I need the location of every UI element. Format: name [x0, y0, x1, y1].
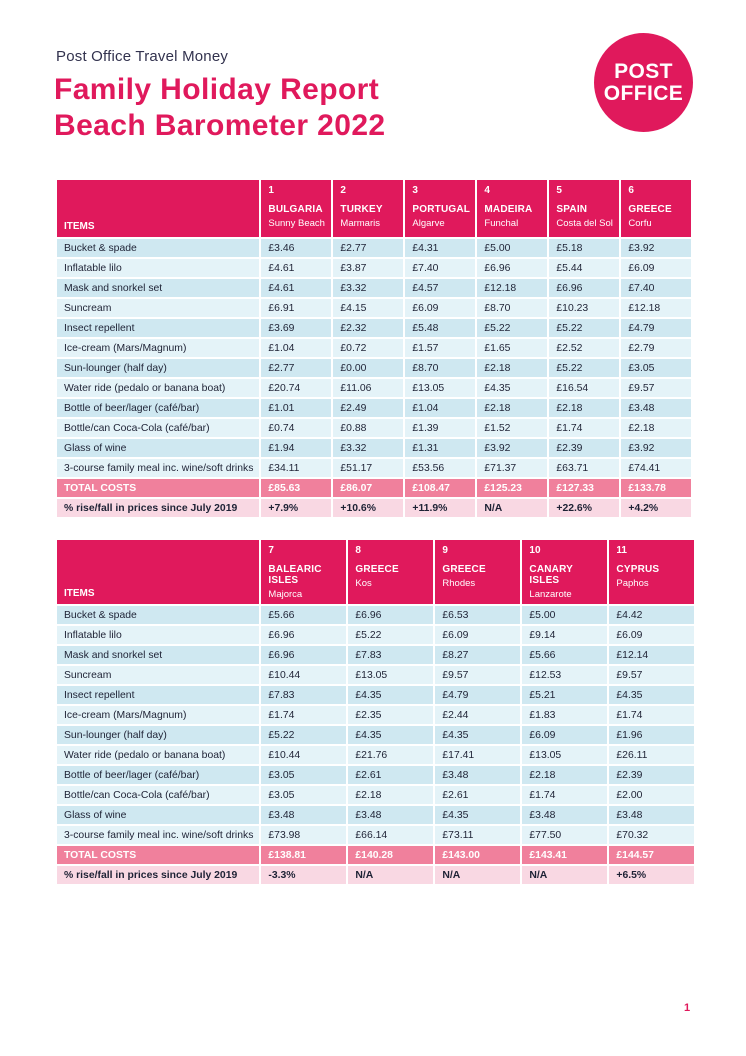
price-cell: £13.05 [348, 666, 433, 684]
price-cell: £13.05 [522, 746, 607, 764]
price-cell: £16.54 [549, 379, 619, 397]
table-header-row [57, 180, 691, 237]
price-cell: £1.65 [477, 339, 547, 357]
item-label: 3-course family meal inc. wine/soft drinks [57, 826, 259, 844]
price-cell: £4.35 [435, 726, 520, 744]
price-cell: £3.05 [261, 766, 346, 784]
price-table-destinations-7-11 [55, 538, 696, 886]
destination-country: GREECE [355, 564, 399, 575]
price-cell: £2.44 [435, 706, 520, 724]
total-cost-cell: £127.33 [549, 479, 619, 497]
page-title [54, 72, 386, 144]
destination-column-header [522, 540, 607, 604]
item-row [57, 606, 694, 624]
price-table [55, 178, 693, 519]
price-cell: £2.39 [609, 766, 694, 784]
price-cell: £5.18 [549, 239, 619, 257]
price-change-cell: N/A [477, 499, 547, 517]
price-cell: £3.48 [261, 806, 346, 824]
price-cell: £2.49 [333, 399, 403, 417]
price-cell: £7.83 [261, 686, 346, 704]
destination-column-header [333, 180, 403, 237]
price-cell: £1.74 [522, 786, 607, 804]
price-cell: £2.18 [621, 419, 691, 437]
total-costs-row [57, 479, 691, 497]
price-table [55, 538, 696, 886]
price-cell: £0.88 [333, 419, 403, 437]
destination-resort: Rhodes [442, 578, 476, 589]
price-cell: £3.05 [261, 786, 346, 804]
price-cell: £3.32 [333, 279, 403, 297]
total-costs-label: TOTAL COSTS [57, 846, 259, 864]
item-row [57, 339, 691, 357]
price-cell: £74.41 [621, 459, 691, 477]
price-cell: £5.21 [522, 686, 607, 704]
price-cell: £2.18 [477, 399, 547, 417]
price-cell: £77.50 [522, 826, 607, 844]
item-row [57, 439, 691, 457]
item-label: Insect repellent [57, 319, 259, 337]
price-cell: £0.72 [333, 339, 403, 357]
price-cell: £1.74 [609, 706, 694, 724]
destination-rank: 3 [412, 185, 418, 196]
price-cell: £1.04 [405, 399, 475, 417]
price-cell: £9.14 [522, 626, 607, 644]
price-cell: £7.40 [405, 259, 475, 277]
price-cell: £12.18 [621, 299, 691, 317]
item-label: Glass of wine [57, 439, 259, 457]
price-cell: £6.09 [621, 259, 691, 277]
price-cell: £6.09 [609, 626, 694, 644]
price-cell: £53.56 [405, 459, 475, 477]
price-cell: £6.96 [261, 646, 346, 664]
price-change-cell: +6.5% [609, 866, 694, 884]
item-row [57, 459, 691, 477]
price-cell: £5.00 [477, 239, 547, 257]
destination-resort: Paphos [616, 578, 649, 589]
destination-resort: Funchal [484, 218, 519, 229]
item-row [57, 646, 694, 664]
price-cell: £6.91 [261, 299, 331, 317]
destination-resort: Majorca [268, 589, 303, 600]
item-row [57, 319, 691, 337]
price-cell: £1.96 [609, 726, 694, 744]
price-cell: £5.44 [549, 259, 619, 277]
destination-resort: Kos [355, 578, 372, 589]
price-cell: £6.96 [549, 279, 619, 297]
price-change-label: % rise/fall in prices since July 2019 [57, 499, 259, 517]
price-cell: £1.94 [261, 439, 331, 457]
destination-resort: Marmaris [340, 218, 380, 229]
total-cost-cell: £85.63 [261, 479, 331, 497]
item-label: Water ride (pedalo or banana boat) [57, 379, 259, 397]
price-cell: £2.61 [435, 786, 520, 804]
destination-rank: 2 [340, 185, 346, 196]
price-cell: £1.39 [405, 419, 475, 437]
total-cost-cell: £133.78 [621, 479, 691, 497]
price-table-destinations-1-6 [55, 178, 693, 519]
price-cell: £34.11 [261, 459, 331, 477]
total-costs-label: TOTAL COSTS [57, 479, 259, 497]
price-change-cell: -3.3% [261, 866, 346, 884]
price-cell: £4.61 [261, 259, 331, 277]
items-column-header: ITEMS [57, 540, 259, 604]
destination-country: PORTUGAL [412, 204, 471, 215]
price-cell: £5.66 [261, 606, 346, 624]
destination-column-header [261, 180, 331, 237]
item-label: Bottle/can Coca-Cola (café/bar) [57, 419, 259, 437]
price-cell: £3.92 [477, 439, 547, 457]
item-label: Bottle of beer/lager (café/bar) [57, 766, 259, 784]
price-cell: £4.79 [435, 686, 520, 704]
price-change-cell: +11.9% [405, 499, 475, 517]
item-label: Sun-lounger (half day) [57, 726, 259, 744]
price-change-cell: N/A [348, 866, 433, 884]
item-label: Bucket & spade [57, 606, 259, 624]
price-cell: £5.48 [405, 319, 475, 337]
item-row [57, 399, 691, 417]
total-cost-cell: £143.41 [522, 846, 607, 864]
items-column-header: ITEMS [57, 180, 259, 237]
price-cell: £12.53 [522, 666, 607, 684]
price-cell: £5.22 [549, 319, 619, 337]
price-cell: £4.42 [609, 606, 694, 624]
price-cell: £6.96 [477, 259, 547, 277]
price-cell: £0.00 [333, 359, 403, 377]
price-change-cell: N/A [522, 866, 607, 884]
price-cell: £8.27 [435, 646, 520, 664]
item-row [57, 279, 691, 297]
item-label: 3-course family meal inc. wine/soft drinks [57, 459, 259, 477]
price-cell: £1.74 [549, 419, 619, 437]
kicker-text: Post Office Travel Money [56, 48, 229, 65]
price-cell: £2.35 [348, 706, 433, 724]
destination-column-header [549, 180, 619, 237]
destination-rank: 4 [484, 185, 490, 196]
item-label: Inflatable lilo [57, 626, 259, 644]
page-number: 1 [684, 1002, 691, 1014]
total-cost-cell: £125.23 [477, 479, 547, 497]
title-line1: Family Holiday Report [54, 73, 380, 106]
price-cell: £2.18 [522, 766, 607, 784]
destination-column-header [405, 180, 475, 237]
price-cell: £2.18 [477, 359, 547, 377]
price-cell: £4.35 [477, 379, 547, 397]
item-label: Insect repellent [57, 686, 259, 704]
price-cell: £3.87 [333, 259, 403, 277]
total-cost-cell: £108.47 [405, 479, 475, 497]
price-cell: £2.79 [621, 339, 691, 357]
price-change-cell: +10.6% [333, 499, 403, 517]
destination-rank: 5 [556, 185, 562, 196]
price-cell: £4.79 [621, 319, 691, 337]
price-cell: £2.52 [549, 339, 619, 357]
price-cell: £73.11 [435, 826, 520, 844]
price-cell: £7.83 [348, 646, 433, 664]
price-change-row [57, 499, 691, 517]
price-change-label: % rise/fall in prices since July 2019 [57, 866, 259, 884]
price-cell: £7.40 [621, 279, 691, 297]
destination-column-header [621, 180, 691, 237]
item-label: Water ride (pedalo or banana boat) [57, 746, 259, 764]
price-cell: £6.09 [522, 726, 607, 744]
destination-country: CYPRUS [616, 564, 660, 575]
price-cell: £51.17 [333, 459, 403, 477]
price-cell: £5.22 [549, 359, 619, 377]
item-row [57, 806, 694, 824]
item-row [57, 359, 691, 377]
total-costs-row [57, 846, 694, 864]
destination-column-header [477, 180, 547, 237]
price-change-cell: +7.9% [261, 499, 331, 517]
item-row [57, 786, 694, 804]
price-cell: £17.41 [435, 746, 520, 764]
price-cell: £6.09 [405, 299, 475, 317]
price-cell: £3.92 [621, 439, 691, 457]
price-change-cell: N/A [435, 866, 520, 884]
price-cell: £6.53 [435, 606, 520, 624]
price-cell: £4.15 [333, 299, 403, 317]
price-cell: £73.98 [261, 826, 346, 844]
item-label: Suncream [57, 299, 259, 317]
destination-country: CANARY ISLES [529, 564, 573, 586]
item-label: Ice-cream (Mars/Magnum) [57, 706, 259, 724]
item-row [57, 726, 694, 744]
price-cell: £1.04 [261, 339, 331, 357]
price-cell: £2.39 [549, 439, 619, 457]
total-cost-cell: £140.28 [348, 846, 433, 864]
price-cell: £1.52 [477, 419, 547, 437]
destination-rank: 6 [628, 185, 634, 196]
price-cell: £70.32 [609, 826, 694, 844]
price-cell: £3.46 [261, 239, 331, 257]
price-cell: £20.74 [261, 379, 331, 397]
item-row [57, 766, 694, 784]
price-cell: £3.48 [522, 806, 607, 824]
destination-country: GREECE [628, 204, 672, 215]
price-change-row [57, 866, 694, 884]
item-label: Bottle/can Coca-Cola (café/bar) [57, 786, 259, 804]
price-cell: £2.00 [609, 786, 694, 804]
title-line2: Beach Barometer 2022 [54, 109, 386, 142]
destination-column-header [261, 540, 346, 604]
price-cell: £63.71 [549, 459, 619, 477]
price-cell: £4.61 [261, 279, 331, 297]
price-cell: £5.66 [522, 646, 607, 664]
item-label: Mask and snorkel set [57, 279, 259, 297]
price-cell: £2.61 [348, 766, 433, 784]
price-cell: £2.77 [333, 239, 403, 257]
item-row [57, 239, 691, 257]
price-cell: £5.22 [477, 319, 547, 337]
item-row [57, 259, 691, 277]
destination-resort: Algarve [412, 218, 445, 229]
price-cell: £3.48 [609, 806, 694, 824]
destination-rank: 1 [268, 185, 274, 196]
destination-rank: 9 [442, 545, 448, 556]
price-cell: £2.18 [348, 786, 433, 804]
item-row [57, 419, 691, 437]
price-cell: £4.35 [435, 806, 520, 824]
table-header-row [57, 540, 694, 604]
item-row [57, 706, 694, 724]
price-cell: £3.05 [621, 359, 691, 377]
price-cell: £10.23 [549, 299, 619, 317]
price-cell: £1.57 [405, 339, 475, 357]
price-cell: £6.09 [435, 626, 520, 644]
item-row [57, 826, 694, 844]
item-label: Glass of wine [57, 806, 259, 824]
item-label: Inflatable lilo [57, 259, 259, 277]
post-office-logo [594, 33, 693, 132]
item-row [57, 626, 694, 644]
item-row [57, 299, 691, 317]
price-cell: £4.31 [405, 239, 475, 257]
price-cell: £12.18 [477, 279, 547, 297]
destination-country: MADEIRA [484, 204, 533, 215]
price-cell: £13.05 [405, 379, 475, 397]
price-cell: £2.77 [261, 359, 331, 377]
price-cell: £12.14 [609, 646, 694, 664]
destination-resort: Lanzarote [529, 589, 572, 600]
total-cost-cell: £138.81 [261, 846, 346, 864]
price-cell: £71.37 [477, 459, 547, 477]
price-cell: £2.32 [333, 319, 403, 337]
item-label: Sun-lounger (half day) [57, 359, 259, 377]
item-label: Bucket & spade [57, 239, 259, 257]
price-cell: £4.35 [348, 726, 433, 744]
price-cell: £5.22 [261, 726, 346, 744]
price-cell: £9.57 [435, 666, 520, 684]
price-change-cell: +4.2% [621, 499, 691, 517]
price-cell: £9.57 [609, 666, 694, 684]
price-cell: £6.96 [261, 626, 346, 644]
destination-country: BALEARIC ISLES [268, 564, 322, 586]
price-cell: £3.32 [333, 439, 403, 457]
item-row [57, 666, 694, 684]
item-row [57, 379, 691, 397]
logo-line2: OFFICE [603, 81, 684, 105]
destination-country: GREECE [442, 564, 486, 575]
price-change-cell: +22.6% [549, 499, 619, 517]
destination-column-header [435, 540, 520, 604]
price-cell: £9.57 [621, 379, 691, 397]
price-cell: £1.83 [522, 706, 607, 724]
destination-resort: Sunny Beach [268, 218, 325, 229]
price-cell: £1.31 [405, 439, 475, 457]
price-cell: £8.70 [405, 359, 475, 377]
destination-rank: 7 [268, 545, 274, 556]
price-cell: £26.11 [609, 746, 694, 764]
price-cell: £21.76 [348, 746, 433, 764]
price-cell: £8.70 [477, 299, 547, 317]
destination-column-header [609, 540, 694, 604]
price-cell: £1.74 [261, 706, 346, 724]
price-cell: £10.44 [261, 746, 346, 764]
price-cell: £0.74 [261, 419, 331, 437]
price-cell: £6.96 [348, 606, 433, 624]
price-cell: £4.35 [609, 686, 694, 704]
price-cell: £66.14 [348, 826, 433, 844]
total-cost-cell: £86.07 [333, 479, 403, 497]
item-label: Ice-cream (Mars/Magnum) [57, 339, 259, 357]
price-cell: £5.22 [348, 626, 433, 644]
price-cell: £4.57 [405, 279, 475, 297]
price-cell: £4.35 [348, 686, 433, 704]
price-cell: £3.69 [261, 319, 331, 337]
price-cell: £3.92 [621, 239, 691, 257]
destination-resort: Costa del Sol [556, 218, 613, 229]
total-cost-cell: £143.00 [435, 846, 520, 864]
price-cell: £5.00 [522, 606, 607, 624]
price-cell: £11.06 [333, 379, 403, 397]
destination-country: SPAIN [556, 204, 588, 215]
price-cell: £3.48 [621, 399, 691, 417]
destination-resort: Corfu [628, 218, 652, 229]
price-cell: £3.48 [348, 806, 433, 824]
item-label: Suncream [57, 666, 259, 684]
destination-country: BULGARIA [268, 204, 323, 215]
price-cell: £2.18 [549, 399, 619, 417]
total-cost-cell: £144.57 [609, 846, 694, 864]
item-label: Bottle of beer/lager (café/bar) [57, 399, 259, 417]
destination-rank: 11 [616, 545, 627, 556]
logo-line1: POST [614, 59, 673, 83]
item-label: Mask and snorkel set [57, 646, 259, 664]
item-row [57, 746, 694, 764]
destination-country: TURKEY [340, 204, 383, 215]
price-cell: £1.01 [261, 399, 331, 417]
price-cell: £3.48 [435, 766, 520, 784]
item-row [57, 686, 694, 704]
price-cell: £10.44 [261, 666, 346, 684]
destination-rank: 8 [355, 545, 361, 556]
destination-column-header [348, 540, 433, 604]
destination-rank: 10 [529, 545, 541, 556]
